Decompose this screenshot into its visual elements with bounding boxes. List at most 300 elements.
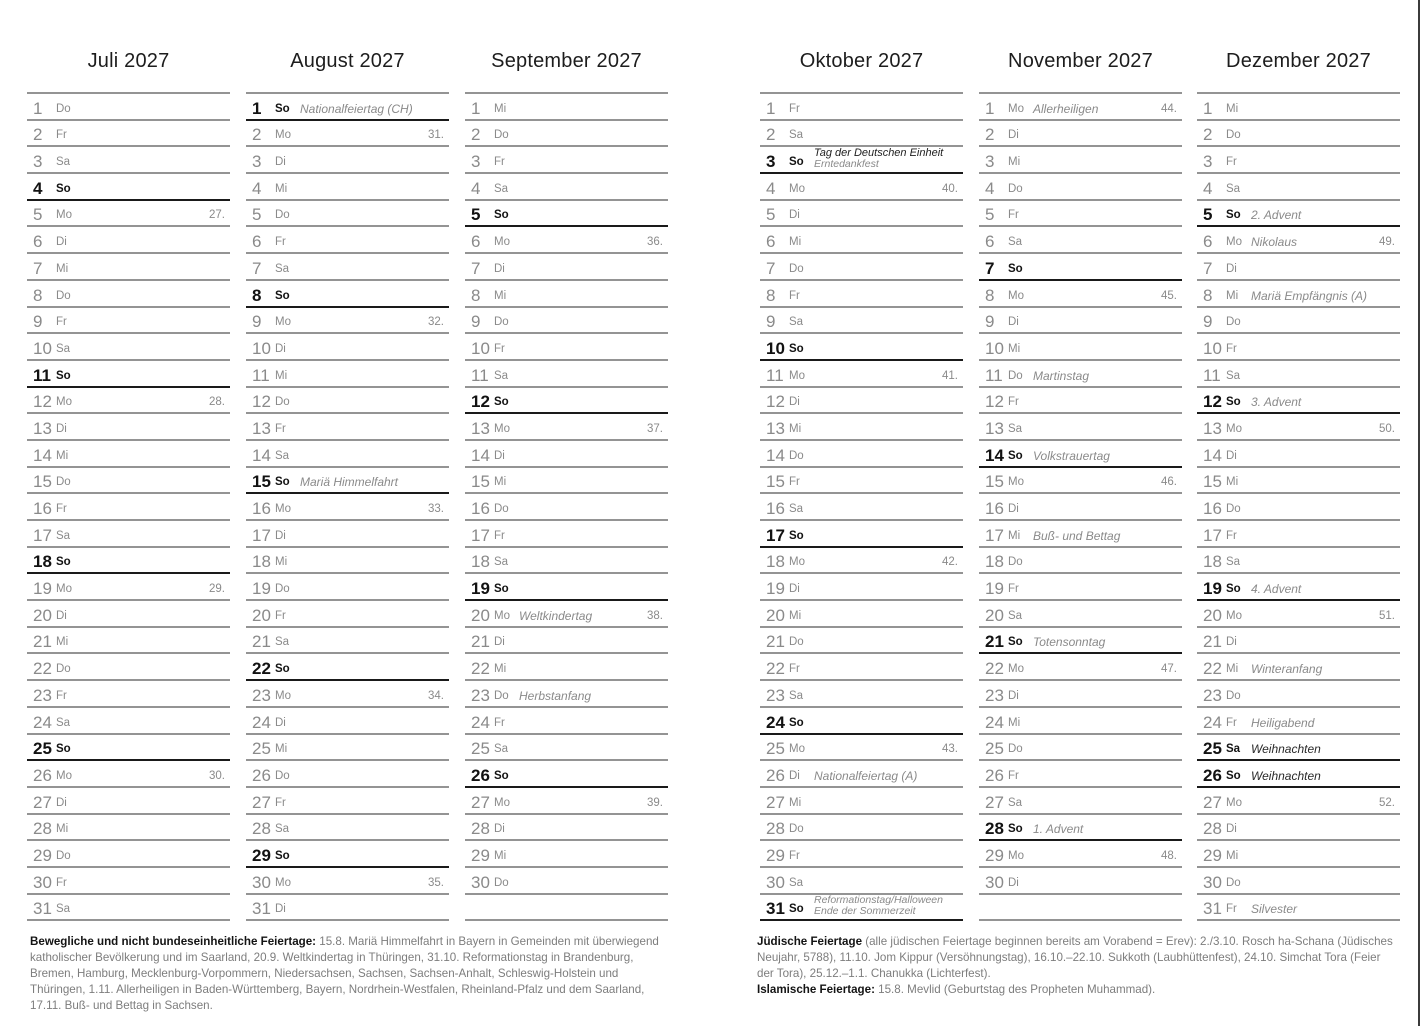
- weekday-abbr: Do: [1008, 743, 1023, 756]
- weekday-abbr: Sa: [275, 262, 290, 275]
- day-row-november-2027-17: [979, 521, 1182, 548]
- footnote-islamic-label: Islamische Feiertage:: [757, 983, 875, 996]
- day-number: 7: [766, 258, 776, 278]
- day-row-dezember-2027-15: [1197, 468, 1400, 495]
- month-title-juli-2027: Juli 2027: [87, 50, 170, 72]
- day-row-oktober-2027-4: [760, 174, 963, 201]
- month-oktober-2027: [760, 38, 963, 921]
- day-row-august-2027-29: [246, 841, 449, 868]
- day-row-dezember-2027-17: [1197, 521, 1400, 548]
- day-row-oktober-2027-1: [760, 94, 963, 121]
- weekday-abbr: Do: [275, 769, 290, 782]
- weekday-abbr: Fr: [1008, 583, 1019, 596]
- weekday-abbr: Mi: [494, 663, 507, 676]
- weekday-abbr: Di: [56, 609, 67, 622]
- day-number: 25: [252, 739, 271, 759]
- weekday-abbr: Mo: [275, 503, 291, 515]
- day-number: 3: [1203, 152, 1213, 172]
- weekday-abbr: So: [789, 529, 804, 542]
- day-number: 16: [766, 499, 785, 518]
- page-edge-line: [1418, 0, 1420, 1026]
- day-row-juli-2027-8: [27, 281, 230, 308]
- day-number: 21: [1203, 632, 1222, 652]
- day-number: 16: [252, 499, 271, 518]
- day-row-august-2027-23: [246, 681, 449, 708]
- day-row-september-2027-14: [465, 441, 668, 468]
- weekday-abbr: Mo: [275, 689, 291, 702]
- weekday-abbr: Sa: [1226, 556, 1241, 569]
- day-row-oktober-2027-13: [760, 414, 963, 441]
- day-row-september-2027-19: [465, 574, 668, 601]
- weekday-abbr: Di: [789, 209, 800, 222]
- day-number: 19: [252, 579, 271, 599]
- weekday-abbr: Fr: [789, 289, 800, 302]
- day-number: 22: [33, 659, 52, 679]
- day-number: 25: [766, 739, 785, 759]
- day-row-oktober-2027-16: [760, 494, 963, 521]
- day-row-august-2027-25: [246, 735, 449, 762]
- day-row-november-2027-12: [979, 388, 1182, 415]
- week-number: 31.: [428, 129, 444, 142]
- day-row-november-2027-13: [979, 414, 1182, 441]
- holiday-label: Heiligabend: [1251, 715, 1315, 730]
- weekday-abbr: Mi: [494, 102, 507, 115]
- weekday-abbr: So: [494, 209, 509, 222]
- weekday-abbr: Di: [275, 342, 286, 355]
- day-number: 1: [766, 98, 776, 118]
- weekday-abbr: Sa: [494, 556, 509, 569]
- day-number: 10: [471, 338, 490, 358]
- day-number: 1: [252, 98, 262, 118]
- day-number: 12: [766, 392, 785, 412]
- day-row-oktober-2027-19: [760, 574, 963, 601]
- day-row-august-2027-22: [246, 654, 449, 681]
- day-row-dezember-2027-13: [1197, 414, 1400, 441]
- weekday-abbr: Fr: [56, 689, 67, 702]
- day-number: 20: [252, 605, 271, 625]
- day-number: 12: [471, 392, 490, 412]
- weekday-abbr: Fr: [56, 503, 67, 515]
- weekday-abbr: So: [1008, 262, 1023, 275]
- weekday-abbr: Mo: [56, 396, 72, 409]
- day-number: 9: [766, 312, 776, 332]
- day-number: 7: [33, 258, 43, 278]
- weekday-abbr: Fr: [56, 129, 67, 142]
- week-number: 45.: [1161, 289, 1177, 302]
- day-row-juli-2027-20: [27, 601, 230, 628]
- day-row-september-2027-20: [465, 601, 668, 628]
- day-number: 12: [985, 392, 1004, 412]
- weekday-abbr: Mi: [1226, 849, 1239, 862]
- week-number: 51.: [1379, 609, 1395, 622]
- day-row-juli-2027-25: [27, 735, 230, 762]
- weekday-abbr: Do: [1226, 129, 1241, 142]
- day-number: 18: [766, 552, 785, 572]
- day-number: 26: [1203, 765, 1222, 785]
- day-row-november-2027-11: [979, 361, 1182, 388]
- day-row-september-2027-27: [465, 788, 668, 815]
- day-number: 17: [471, 525, 490, 545]
- month-title-oktober-2027: Oktober 2027: [799, 50, 924, 72]
- week-number: 44.: [1161, 102, 1177, 115]
- day-row-juli-2027-12: [27, 388, 230, 415]
- day-number: 2: [1203, 125, 1213, 145]
- day-row-november-2027-25: [979, 735, 1182, 762]
- day-number: 13: [252, 418, 271, 438]
- day-row-juli-2027-22: [27, 654, 230, 681]
- day-row-dezember-2027-4: [1197, 174, 1400, 201]
- weekday-abbr: Fr: [275, 422, 286, 435]
- day-number: 31: [766, 899, 785, 919]
- day-row-juli-2027-15: [27, 468, 230, 495]
- day-number: 20: [766, 605, 785, 625]
- weekday-abbr: Di: [1226, 449, 1237, 462]
- day-row-september-2027-2: [465, 121, 668, 148]
- day-number: 17: [252, 525, 271, 545]
- weekday-abbr: Di: [1008, 503, 1019, 515]
- day-row-november-2027-4: [979, 174, 1182, 201]
- day-row-juli-2027-17: [27, 521, 230, 548]
- day-row-september-2027-25: [465, 735, 668, 762]
- day-row-oktober-2027-29: [760, 841, 963, 868]
- week-number: 38.: [647, 609, 663, 622]
- weekday-abbr: Do: [1226, 503, 1241, 515]
- weekday-abbr: Do: [494, 503, 509, 515]
- day-number: 24: [471, 712, 490, 732]
- day-row-august-2027-13: [246, 414, 449, 441]
- weekday-abbr: Mi: [56, 823, 69, 836]
- holiday-label: Winteranfang: [1251, 662, 1323, 677]
- day-row-september-2027-10: [465, 334, 668, 361]
- weekday-abbr: Mo: [1008, 849, 1024, 862]
- day-row-dezember-2027-25: [1197, 735, 1400, 762]
- day-row-august-2027-9: [246, 308, 449, 335]
- day-number: 5: [252, 205, 262, 225]
- day-number: 2: [985, 125, 995, 145]
- weekday-abbr: Mo: [56, 769, 72, 782]
- weekday-abbr: Fr: [494, 342, 505, 355]
- day-number: 13: [985, 418, 1004, 438]
- day-row-september-2027-1: [465, 94, 668, 121]
- day-row-juli-2027-30: [27, 868, 230, 895]
- day-number: 4: [33, 178, 43, 198]
- day-number: 5: [985, 205, 995, 225]
- weekday-abbr: Fr: [1008, 209, 1019, 222]
- day-row-august-2027-14: [246, 441, 449, 468]
- holiday-line: Reformationstag/Halloween: [814, 894, 943, 907]
- day-row-oktober-2027-5: [760, 201, 963, 228]
- weekday-abbr: Di: [789, 769, 800, 782]
- day-number: 24: [1203, 712, 1222, 732]
- day-number: 29: [252, 845, 271, 865]
- footnote-islamic: [757, 982, 1395, 998]
- day-row-dezember-2027-26: [1197, 761, 1400, 788]
- holiday-label: Silvester: [1251, 902, 1298, 917]
- day-row-september-2027-17: [465, 521, 668, 548]
- weekday-abbr: Fr: [1008, 396, 1019, 409]
- day-number: 8: [33, 285, 43, 305]
- weekday-abbr: Di: [56, 236, 67, 249]
- day-number: 19: [766, 579, 785, 599]
- day-row-august-2027-4: [246, 174, 449, 201]
- day-row-november-2027-20: [979, 601, 1182, 628]
- week-number: 43.: [942, 743, 958, 756]
- weekday-abbr: Di: [1226, 262, 1237, 275]
- day-number: 6: [33, 232, 43, 252]
- weekday-abbr: Sa: [494, 369, 509, 382]
- day-number: 21: [471, 632, 490, 652]
- day-number: 16: [471, 499, 490, 518]
- day-number: 31: [33, 899, 52, 919]
- day-row-dezember-2027-27: [1197, 788, 1400, 815]
- day-row-august-2027-31: [246, 895, 449, 922]
- day-row-september-2027-23: [465, 681, 668, 708]
- weekday-abbr: Fr: [789, 849, 800, 862]
- day-number: 11: [252, 365, 270, 385]
- day-number: 25: [471, 739, 490, 759]
- day-row-september-2027-24: [465, 708, 668, 735]
- day-row-november-2027-29: [979, 841, 1182, 868]
- day-row-oktober-2027-6: [760, 227, 963, 254]
- weekday-abbr: So: [1226, 396, 1241, 409]
- day-number: 1: [33, 98, 43, 118]
- day-number: 19: [471, 579, 490, 599]
- weekday-abbr: Mo: [789, 182, 805, 195]
- day-number: 21: [252, 632, 271, 652]
- day-row-september-2027-8: [465, 281, 668, 308]
- weekday-abbr: Di: [494, 449, 505, 462]
- day-row-dezember-2027-18: [1197, 548, 1400, 575]
- day-number: 24: [33, 712, 52, 732]
- footnote-left-body: 15.8. Mariä Himmelfahrt in Bayern in Gemeinden mit überwiegend katholischer Bevölkerung und im Saarland, 20.9. Weltkindertag in Thüringen, 31.10. Reformationstag in Brandenburg, Bremen, Hamburg, Mecklenburg-Vorpommern, Niedersachsen, Sachsen, Sachsen-Anhalt, Schleswig-Holstein und Thüringen, 1.11. Allerheiligen in Baden-Württemberg, Bayern, Nordrhein-Westfalen, Rheinland-Pfalz und dem Saarland, 17.11. Buß- und Bettag in Sachsen.: [30, 935, 659, 1012]
- weekday-abbr: Do: [56, 476, 71, 489]
- holiday-line: Ende der Sommerzeit: [814, 904, 916, 917]
- weekday-abbr: Fr: [275, 236, 286, 249]
- day-row-oktober-2027-7: [760, 254, 963, 281]
- weekday-abbr: Mo: [494, 609, 510, 622]
- day-row-oktober-2027-11: [760, 361, 963, 388]
- week-number: 27.: [209, 209, 225, 222]
- week-number: 46.: [1161, 476, 1177, 489]
- day-number: 25: [985, 739, 1004, 759]
- day-row-juli-2027-28: [27, 815, 230, 842]
- day-number: 20: [985, 605, 1004, 625]
- weekday-abbr: Do: [56, 663, 71, 676]
- weekday-abbr: Do: [1008, 369, 1023, 382]
- day-number: 2: [33, 125, 43, 145]
- day-number: 19: [1203, 579, 1222, 599]
- day-number: 15: [252, 472, 271, 492]
- day-number: 30: [33, 872, 52, 892]
- month-juli-2027: [27, 38, 230, 921]
- day-number: 14: [252, 445, 271, 465]
- week-number: 49.: [1379, 236, 1395, 249]
- weekday-abbr: Mo: [56, 583, 72, 596]
- weekday-abbr: So: [1226, 769, 1241, 782]
- day-number: 25: [1203, 739, 1222, 759]
- weekday-abbr: Di: [275, 156, 286, 169]
- day-row-dezember-2027-3: [1197, 147, 1400, 174]
- month-title-dezember-2027: Dezember 2027: [1226, 50, 1371, 72]
- day-row-november-2027-22: [979, 654, 1182, 681]
- day-row-dezember-2027-11: [1197, 361, 1400, 388]
- weekday-abbr: Mo: [494, 796, 510, 809]
- day-number: 25: [33, 739, 52, 759]
- day-number: 12: [1203, 392, 1222, 412]
- day-number: 9: [252, 312, 262, 332]
- day-number: 22: [1203, 659, 1222, 679]
- weekday-abbr: So: [494, 769, 509, 782]
- day-row-dezember-2027-28: [1197, 815, 1400, 842]
- weekday-abbr: So: [494, 583, 509, 596]
- day-number: 6: [252, 232, 262, 252]
- day-row-august-2027-3: [246, 147, 449, 174]
- holiday-label: Mariä Himmelfahrt: [300, 475, 399, 490]
- day-row-juli-2027-29: [27, 841, 230, 868]
- weekday-abbr: So: [56, 556, 71, 569]
- day-number: 6: [766, 232, 776, 252]
- holiday-label: Volkstrauertag: [1033, 448, 1110, 463]
- holiday-label: Weltkindertag: [519, 608, 593, 623]
- day-row-juli-2027-31: [27, 895, 230, 922]
- day-row-august-2027-17: [246, 521, 449, 548]
- day-row-november-2027-10: [979, 334, 1182, 361]
- day-row-september-2027-7: [465, 254, 668, 281]
- weekday-abbr: Mi: [1226, 663, 1239, 676]
- weekday-abbr: Do: [275, 209, 290, 222]
- day-number: 13: [33, 418, 52, 438]
- day-row-oktober-2027-8: [760, 281, 963, 308]
- day-row-september-2027-26: [465, 761, 668, 788]
- holiday-label: Nikolaus: [1251, 235, 1298, 250]
- day-number: 6: [1203, 232, 1213, 252]
- week-number: 34.: [428, 689, 444, 702]
- day-number: 4: [471, 178, 481, 198]
- day-row-november-2027-24: [979, 708, 1182, 735]
- holiday-line: Erntedankfest: [814, 157, 879, 170]
- day-row-oktober-2027-10: [760, 334, 963, 361]
- month-grid: [760, 92, 963, 921]
- day-number: 1: [1203, 98, 1213, 118]
- weekday-abbr: So: [1008, 823, 1023, 836]
- weekday-abbr: Sa: [1226, 369, 1241, 382]
- weekday-abbr: Di: [275, 903, 286, 916]
- day-row-oktober-2027-21: [760, 628, 963, 655]
- day-row-september-2027-5: [465, 201, 668, 228]
- day-number: 15: [766, 472, 785, 492]
- week-number: 52.: [1379, 796, 1395, 809]
- month-grid: [465, 92, 668, 921]
- day-number: 19: [985, 579, 1004, 599]
- day-row-dezember-2027-10: [1197, 334, 1400, 361]
- day-row-oktober-2027-28: [760, 815, 963, 842]
- weekday-abbr: Do: [1226, 316, 1241, 329]
- day-row-november-2027-18: [979, 548, 1182, 575]
- day-row-dezember-2027-8: [1197, 281, 1400, 308]
- weekday-abbr: Mi: [494, 289, 507, 302]
- weekday-abbr: Mo: [789, 369, 805, 382]
- day-row-dezember-2027-29: [1197, 841, 1400, 868]
- day-row-november-2027-26: [979, 761, 1182, 788]
- weekday-abbr: Do: [1226, 689, 1241, 702]
- day-row-september-2027-16: [465, 494, 668, 521]
- day-number: 27: [471, 792, 490, 812]
- weekday-abbr: Sa: [56, 342, 71, 355]
- day-number: 31: [252, 899, 271, 919]
- day-row-november-2027-8: [979, 281, 1182, 308]
- weekday-abbr: Sa: [275, 636, 290, 649]
- weekday-abbr: Do: [789, 262, 804, 275]
- day-row-juli-2027-13: [27, 414, 230, 441]
- weekday-abbr: Mo: [494, 236, 510, 249]
- footnote-left-label: Bewegliche und nicht bundeseinheitliche Feiertage:: [30, 935, 317, 948]
- day-number: 27: [33, 792, 52, 812]
- weekday-abbr: Sa: [789, 689, 804, 702]
- weekday-abbr: Mi: [494, 849, 507, 862]
- weekday-abbr: Sa: [789, 129, 804, 142]
- day-row-august-2027-1: [246, 94, 449, 121]
- day-number: 2: [471, 125, 481, 145]
- day-row-november-2027-19: [979, 574, 1182, 601]
- day-number: 13: [766, 418, 785, 438]
- day-number: 3: [33, 152, 43, 172]
- weekday-abbr: Mi: [1008, 529, 1021, 542]
- weekday-abbr: Fr: [56, 316, 67, 329]
- weekday-abbr: Sa: [1008, 609, 1023, 622]
- day-row-september-2027-6: [465, 227, 668, 254]
- week-number: 29.: [209, 583, 225, 596]
- month-title-november-2027: November 2027: [1008, 50, 1153, 72]
- day-row-oktober-2027-18: [760, 548, 963, 575]
- day-row-september-2027-4: [465, 174, 668, 201]
- weekday-abbr: Sa: [494, 743, 509, 756]
- day-row-dezember-2027-19: [1197, 574, 1400, 601]
- weekday-abbr: So: [789, 716, 804, 729]
- day-row-august-2027-6: [246, 227, 449, 254]
- day-number: 1: [471, 98, 481, 118]
- week-number: 48.: [1161, 849, 1177, 862]
- day-number: 11: [471, 365, 489, 385]
- weekday-abbr: Mo: [1008, 102, 1024, 115]
- day-number: 23: [1203, 685, 1222, 705]
- day-row-juli-2027-11: [27, 361, 230, 388]
- weekday-abbr: Mi: [789, 796, 802, 809]
- holiday-label: 4. Advent: [1251, 582, 1302, 597]
- weekday-abbr: Mo: [789, 743, 805, 756]
- month-august-2027: [246, 38, 449, 921]
- day-number: 7: [471, 258, 481, 278]
- day-row-juli-2027-9: [27, 308, 230, 335]
- holiday-label: Herbstanfang: [519, 688, 592, 703]
- day-number: 14: [1203, 445, 1222, 465]
- weekday-abbr: Sa: [1008, 236, 1023, 249]
- day-number: 21: [985, 632, 1004, 652]
- day-row-september-2027-15: [465, 468, 668, 495]
- day-number: 11: [985, 365, 1003, 385]
- weekday-abbr: Di: [56, 422, 67, 435]
- weekday-abbr: Di: [1226, 823, 1237, 836]
- day-row-august-2027-19: [246, 574, 449, 601]
- day-number: 3: [252, 152, 262, 172]
- weekday-abbr: Mi: [494, 476, 507, 489]
- day-row-august-2027-16: [246, 494, 449, 521]
- day-row-oktober-2027-30: [760, 868, 963, 895]
- weekday-abbr: Di: [275, 529, 286, 542]
- day-number: 4: [252, 178, 262, 198]
- day-row-november-2027-6: [979, 227, 1182, 254]
- day-row-august-2027-28: [246, 815, 449, 842]
- day-number: 11: [1203, 365, 1221, 385]
